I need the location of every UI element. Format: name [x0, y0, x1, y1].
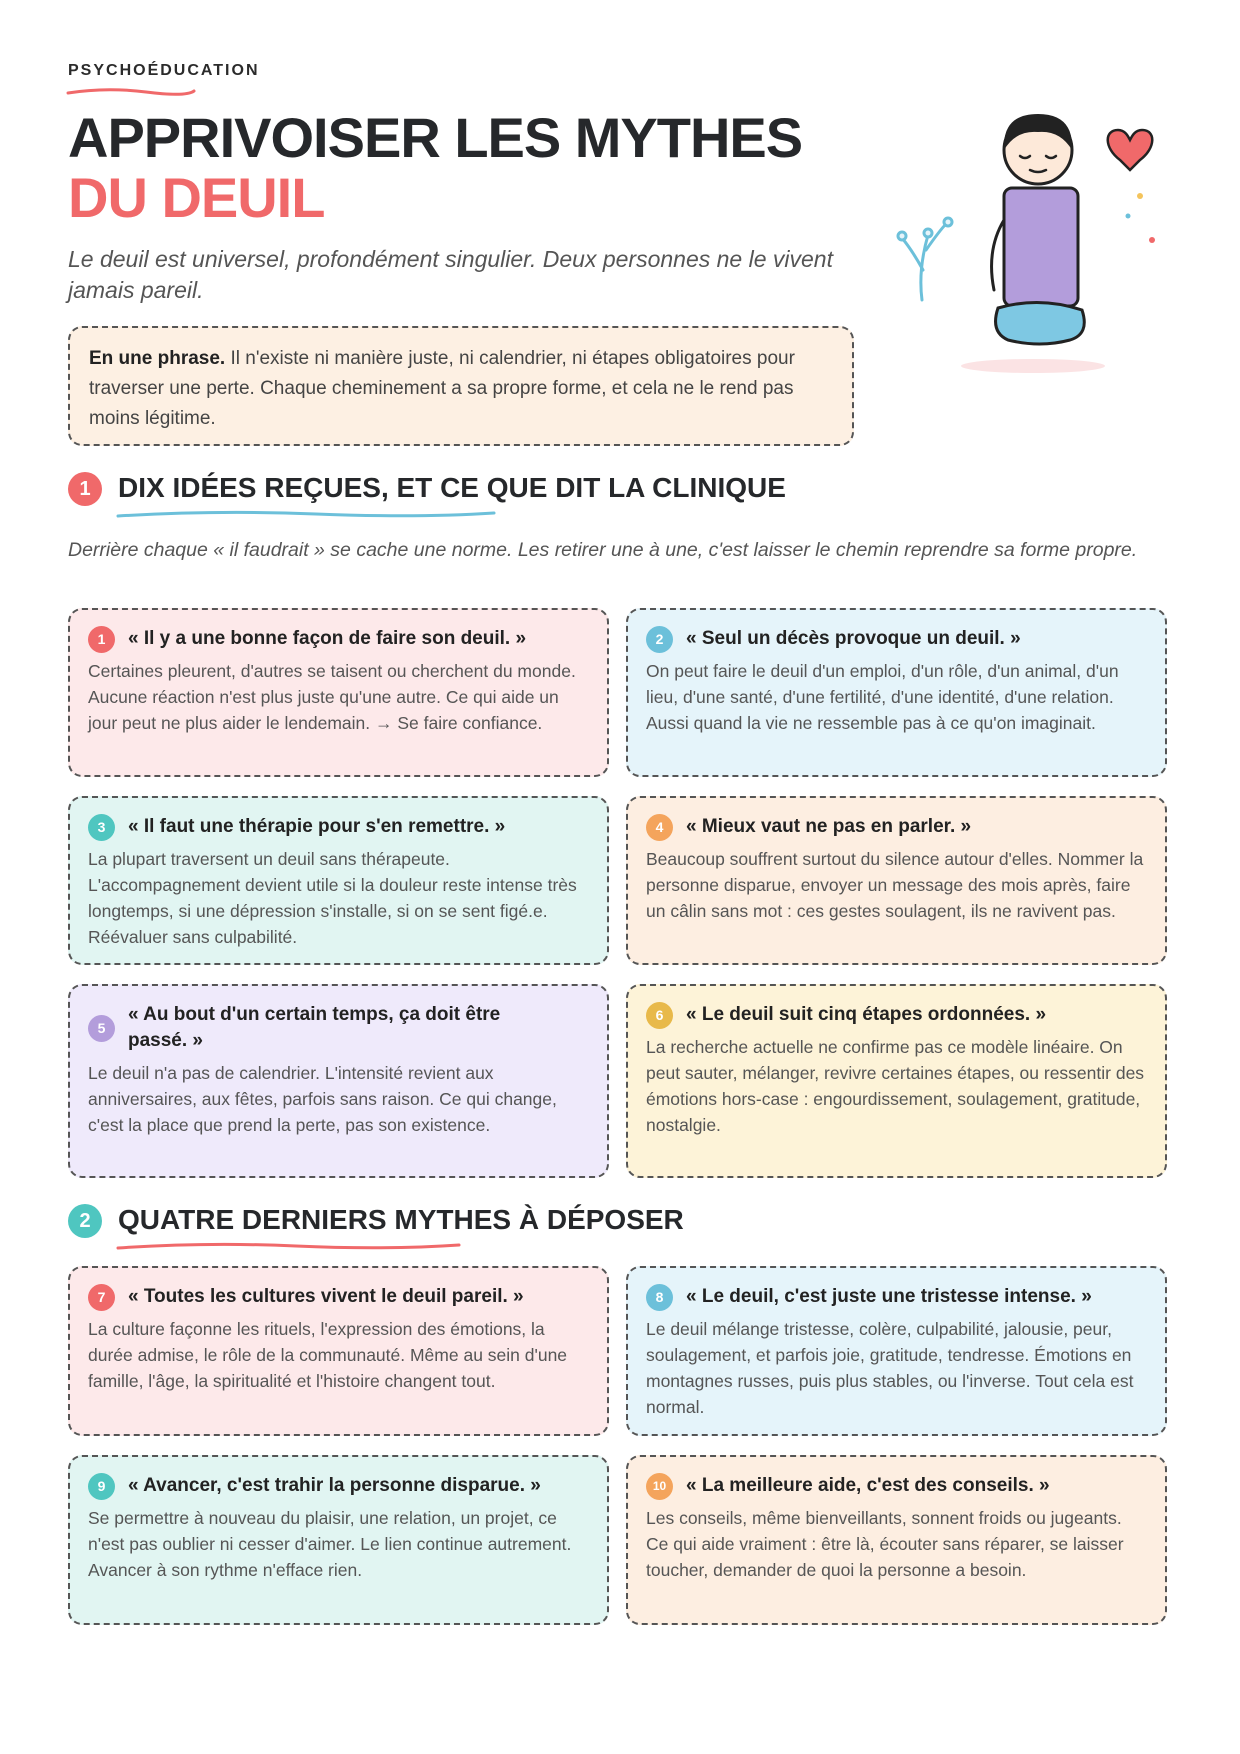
- title-line-1: APPRIVOISER LES MYTHES: [68, 106, 803, 169]
- myth-number-badge: 10: [646, 1473, 673, 1500]
- myth-body: Certaines pleurent, d'autres se taisent ou cherchent du monde. Aucune réaction n'est plus juste qu'une autre. Ce qui aide un jour peut ne plus aider le lendemain. → Se faire confiance.: [88, 661, 576, 733]
- myth-title: « Seul un décès provoque un deuil. »: [686, 628, 1021, 649]
- section-2-title: QUATRE DERNIERS MYTHES À DÉPOSER: [118, 1204, 684, 1235]
- myth-body: La culture façonne les rituels, l'expression des émotions, la durée admise, le rôle de la communauté. Même au sein d'une famille, l'âge, la spiritualité et l'histoire changent tout.: [88, 1319, 568, 1391]
- section-1-number: 1: [68, 472, 102, 506]
- summary-text: Il n'existe ni manière juste, ni calendrier, ni étapes obligatoires pour traverser une perte. Chaque cheminement a sa propre forme, et cela ne le rend pas moins légitime.: [89, 348, 795, 429]
- myth-card-4: [626, 796, 1167, 965]
- myth-number-badge: 4: [646, 814, 673, 841]
- meditating-person-icon: [992, 114, 1085, 344]
- sparkle-dot: [1137, 193, 1143, 199]
- myth-title: « Il faut une thérapie pour s'en remettre. »: [128, 816, 506, 837]
- myth-title: « Toutes les cultures vivent le deuil pareil. »: [128, 1286, 524, 1307]
- myth-card-9: [68, 1455, 609, 1625]
- section-1-title: DIX IDÉES REÇUES, ET CE QUE DIT LA CLINIQUE: [118, 472, 786, 503]
- eyebrow-label: PSYCHOÉDUCATION: [68, 62, 260, 79]
- myth-body: Le deuil n'a pas de calendrier. L'intensité revient aux anniversaires, aux fêtes, parfois sans raison. Ce qui change, c'est la place que prend la perte, pas son existence.: [88, 1063, 557, 1135]
- myth-card-10: [626, 1455, 1167, 1625]
- myth-number-badge: 2: [646, 626, 673, 653]
- myth-number-badge: 5: [88, 1015, 115, 1042]
- myth-title: « Le deuil suit cinq étapes ordonnées. »: [686, 1004, 1047, 1025]
- myth-title: « Mieux vaut ne pas en parler. »: [686, 816, 972, 837]
- myth-card-7: [68, 1266, 609, 1436]
- myth-body: On peut faire le deuil d'un emploi, d'un rôle, d'un animal, d'un lieu, d'une santé, d'une fertilité, d'une identité, d'une relation. Aussi quand la vie ne ressemble pas à ce qu'on imaginait.: [646, 661, 1119, 733]
- section-2-number: 2: [68, 1204, 102, 1238]
- myth-title: « Le deuil, c'est juste une tristesse intense. »: [686, 1286, 1092, 1307]
- section-2-header: [68, 1200, 968, 1240]
- myth-number-badge: 6: [646, 1002, 673, 1029]
- myth-number-badge: 7: [88, 1284, 115, 1311]
- subtitle: Le deuil est universel, profondément singulier. Deux personnes ne le vivent jamais pareil.: [68, 246, 833, 303]
- myth-card-2: [626, 608, 1167, 777]
- myth-body: Le deuil mélange tristesse, colère, culpabilité, jalousie, peur, soulagement, et parfois joie, gratitude, tendresse. Émotions en montagnes russes, puis plus stables, ou l'inverse. Tout cela est normal.: [646, 1319, 1134, 1417]
- myth-card-5: [68, 984, 609, 1178]
- myth-title: « La meilleure aide, c'est des conseils. »: [686, 1475, 1050, 1496]
- section-2-underline: [116, 1240, 461, 1252]
- myth-number-badge: 1: [88, 626, 115, 653]
- myth-card-3: [68, 796, 609, 965]
- myth-title: « Au bout d'un certain temps, ça doit être passé. »: [128, 1004, 501, 1051]
- myth-title: « Il y a une bonne façon de faire son deuil. »: [128, 628, 527, 649]
- summary-box: [68, 326, 854, 446]
- myth-number-badge: 8: [646, 1284, 673, 1311]
- myth-body: Beaucoup souffrent surtout du silence autour d'elles. Nommer la personne disparue, envoyer un message des mois après, faire un câlin sans mot : ces gestes soulagent, ils ne ravivent pas.: [646, 849, 1144, 921]
- myth-title: « Avancer, c'est trahir la personne disparue. »: [128, 1475, 541, 1496]
- myth-body: Se permettre à nouveau du plaisir, une relation, un projet, ce n'est pas oublier ni cesser d'aimer. Le lien continue autrement. Avancer à son rythme n'efface rien.: [88, 1508, 572, 1580]
- shadow-ellipse: [961, 359, 1105, 373]
- title-line-2: DU DEUIL: [68, 166, 325, 229]
- section-1-underline: [116, 508, 496, 520]
- myth-number-badge: 9: [88, 1473, 115, 1500]
- myth-body: Les conseils, même bienveillants, sonnent froids ou jugeants. Ce qui aide vraiment : être là, écouter sans réparer, se laisser toucher, demander de quoi la personne a besoin.: [646, 1508, 1124, 1580]
- section-1-header: [68, 468, 968, 508]
- myth-body: La recherche actuelle ne confirme pas ce modèle linéaire. On peut sauter, mélanger, revivre certaines étapes, ou ressentir des émotions hors-case : engourdissement, soulagement, gratitude, nostalgie.: [646, 1037, 1145, 1135]
- heart-icon: [1108, 130, 1153, 170]
- illustration: [890, 100, 1170, 380]
- section-1-intro: Derrière chaque « il faudrait » se cache une norme. Les retirer une à une, c'est laisser le chemin reprendre sa forme propre.: [68, 539, 1138, 561]
- sparkle-dot: [1149, 237, 1155, 243]
- myth-card-8: [626, 1266, 1167, 1436]
- myth-card-6: [626, 984, 1167, 1178]
- myth-card-1: [68, 608, 609, 777]
- myth-number-badge: 3: [88, 814, 115, 841]
- summary-lead: En une phrase.: [89, 348, 226, 369]
- sparkle-dot: [1126, 214, 1131, 219]
- myth-body: La plupart traversent un deuil sans thérapeute. L'accompagnement devient utile si la douleur reste intense très longtemps, si une dépression s'installe, si on se sent figé.e. Réévaluer sans culpabilité.: [88, 849, 577, 947]
- plant-icon: [898, 218, 952, 300]
- eyebrow-underline: [66, 86, 196, 98]
- page-title: [68, 108, 802, 228]
